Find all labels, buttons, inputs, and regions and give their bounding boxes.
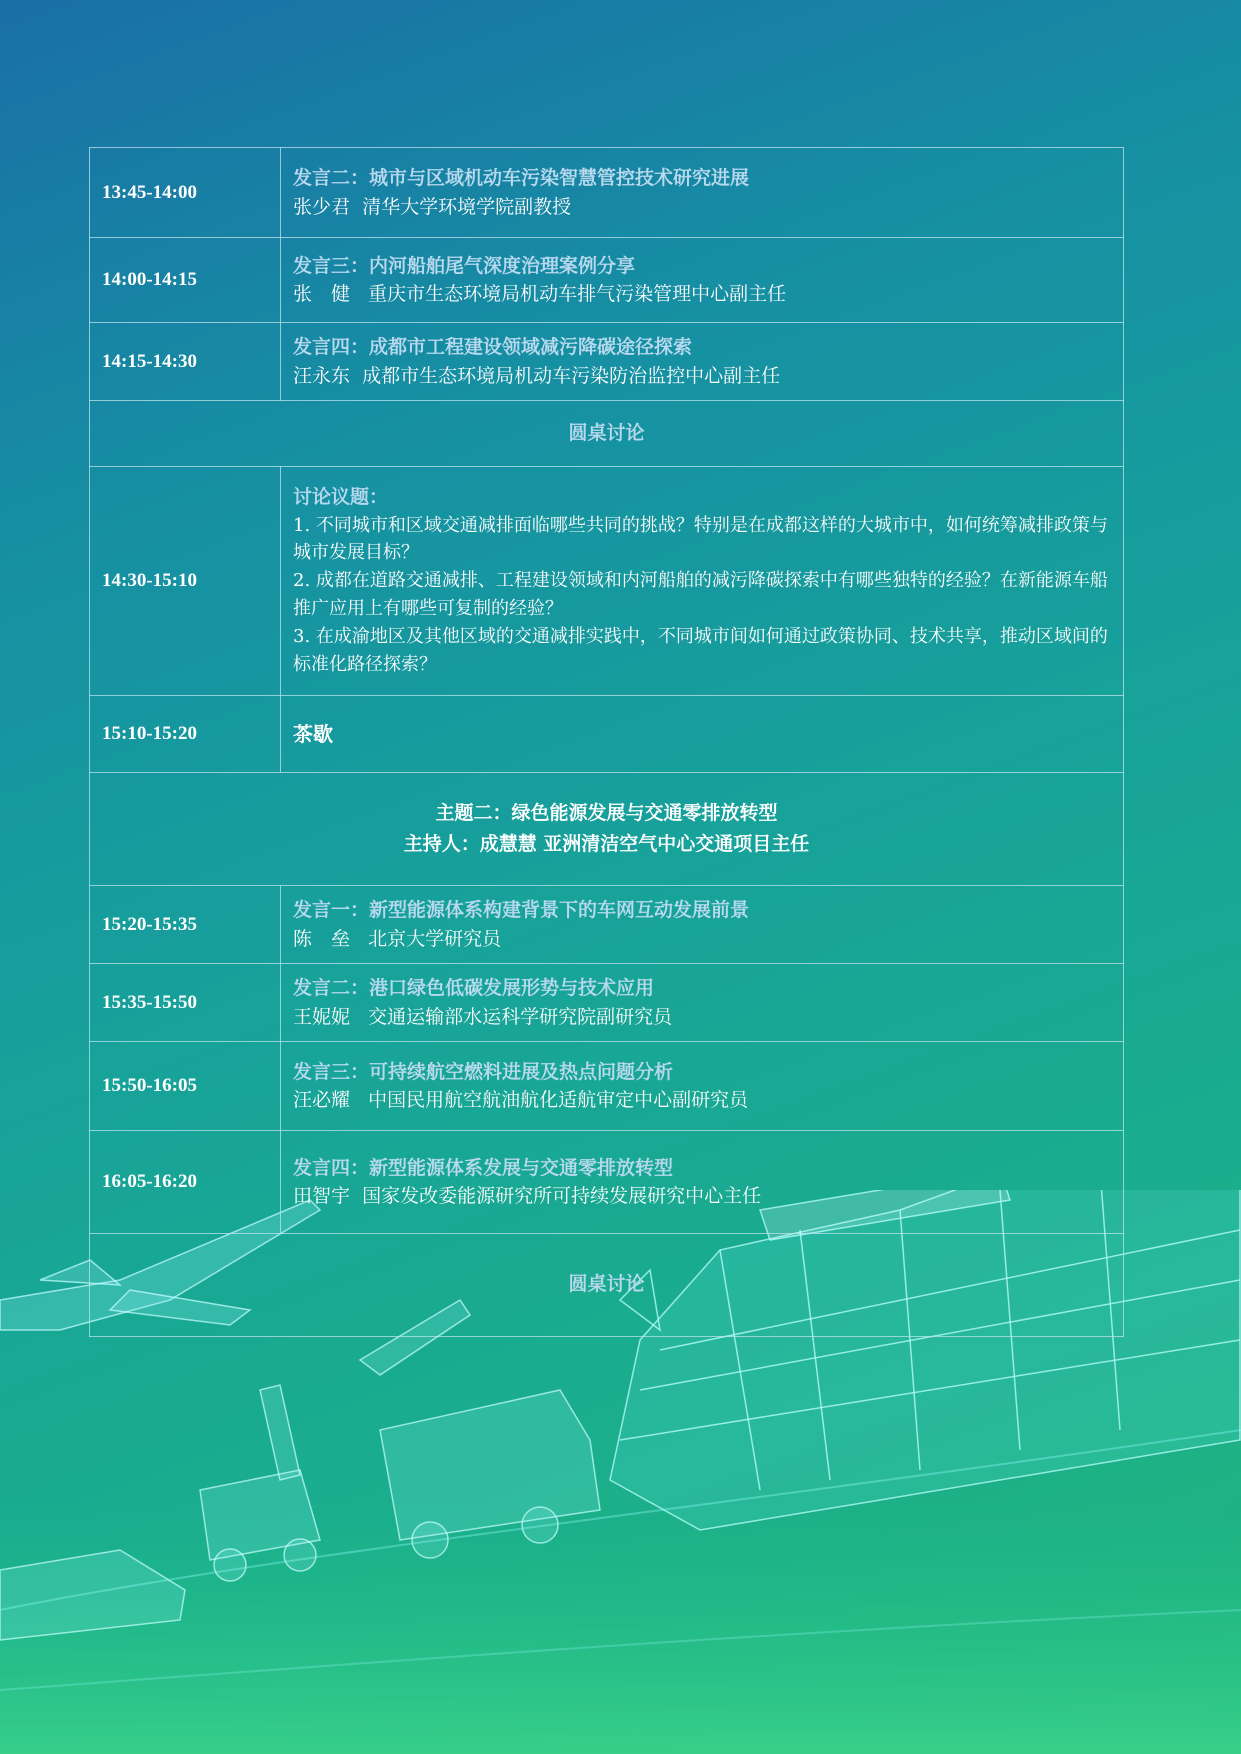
time-slot: 15:10-15:20	[90, 696, 281, 773]
speaker-name: 张少君	[293, 195, 351, 218]
speaker	[293, 280, 1111, 309]
talk-title: 发言二：城市与区域机动车污染智慧管控技术研究进展	[293, 167, 750, 189]
talk-title: 发言一：新型能源体系构建背景下的车网互动发展前景	[293, 899, 750, 921]
break-label: 茶歇	[293, 721, 333, 746]
talk-title: 发言四：新型能源体系发展与交通零排放转型	[293, 1156, 674, 1179]
table-row	[90, 323, 1124, 401]
talk-title: 发言三：内河船舶尾气深度治理案例分享	[293, 254, 636, 277]
table-row	[90, 773, 1124, 886]
speaker-role: 成都市生态环境局机动车污染防治监控中心副主任	[362, 364, 781, 387]
discussion-heading: 讨论议题：	[293, 486, 389, 509]
talk-cell	[281, 238, 1124, 323]
table-row	[90, 1234, 1124, 1337]
speaker-role: 北京大学研究员	[368, 927, 502, 950]
discussion-cell	[281, 467, 1124, 696]
theme-header	[90, 773, 1124, 886]
theme-title: 主题二：绿色能源发展与交通零排放转型	[435, 801, 778, 824]
roundtable-label: 圆桌讨论	[90, 1234, 1124, 1337]
table-row	[90, 886, 1124, 964]
table-row	[90, 148, 1124, 238]
discussion-question: 3. 在成渝地区及其他区域的交通减排实践中，不同城市间如何通过政策协同、技术共享，推动区域间的标准化路径探索？	[293, 626, 1108, 676]
truck-icon	[360, 1300, 600, 1558]
speaker-name: 汪必耀	[293, 1089, 351, 1111]
discussion-question: 1. 不同城市和区域交通减排面临哪些共同的挑战？特别是在成都这样的大城市中，如何统筹减排政策与城市发展目标？	[293, 514, 1108, 564]
train-icon	[0, 1550, 185, 1640]
talk-cell	[281, 148, 1124, 238]
agenda-table	[89, 147, 1124, 1337]
time-slot: 16:05-16:20	[90, 1131, 281, 1234]
time-slot: 13:45-14:00	[90, 148, 281, 238]
table-row	[90, 238, 1124, 323]
table-row	[90, 467, 1124, 696]
time-slot: 15:20-15:35	[90, 886, 281, 964]
talk-cell	[281, 1131, 1124, 1234]
talk-cell	[281, 323, 1124, 401]
speaker-name: 陈 垒	[293, 927, 351, 950]
speaker-role: 清华大学环境学院副教授	[362, 195, 572, 218]
time-slot: 15:50-16:05	[90, 1042, 281, 1131]
theme-host: 主持人：成慧慧 亚洲清洁空气中心交通项目主任	[403, 833, 810, 855]
talk-title: 发言二：港口绿色低碳发展形势与技术应用	[293, 977, 655, 999]
speaker-role: 国家发改委能源研究所可持续发展研究中心主任	[362, 1185, 762, 1207]
table-row	[90, 1042, 1124, 1131]
speaker	[293, 362, 1111, 391]
speaker-name: 张 健	[293, 283, 351, 305]
talk-cell	[281, 964, 1124, 1042]
speaker-name: 汪永东	[293, 364, 351, 387]
talk-title: 发言四：成都市工程建设领域减污降碳途径探索	[293, 336, 693, 358]
forklift-icon	[200, 1385, 320, 1581]
time-slot: 14:30-15:10	[90, 467, 281, 696]
table-row	[90, 1131, 1124, 1234]
discussion-question: 2. 成都在道路交通减排、工程建设领域和内河船舶的减污降碳探索中有哪些独特的经验？在新能源车船推广应用上有哪些可复制的经验？	[293, 570, 1108, 620]
table-row	[90, 964, 1124, 1042]
time-slot: 14:00-14:15	[90, 238, 281, 323]
speaker-role: 交通运输部水运科学研究院副研究员	[368, 1005, 673, 1028]
speaker	[293, 193, 1111, 222]
talk-cell	[281, 886, 1124, 964]
speaker	[293, 1003, 1111, 1032]
speaker	[293, 1086, 1111, 1115]
time-slot: 14:15-14:30	[90, 323, 281, 401]
speaker-role: 重庆市生态环境局机动车排气污染管理中心副主任	[368, 283, 787, 305]
talk-cell	[281, 1042, 1124, 1131]
talk-title: 发言三：可持续航空燃料进展及热点问题分析	[293, 1060, 674, 1083]
speaker	[293, 925, 1111, 954]
time-slot: 15:35-15:50	[90, 964, 281, 1042]
speaker	[293, 1182, 1111, 1211]
roundtable-label: 圆桌讨论	[90, 401, 1124, 467]
break-cell	[281, 696, 1124, 773]
table-row	[90, 696, 1124, 773]
speaker-name: 田智宇	[293, 1185, 351, 1207]
speaker-name: 王妮妮	[293, 1005, 351, 1028]
speaker-role: 中国民用航空航油航化适航审定中心副研究员	[368, 1089, 749, 1111]
table-row	[90, 401, 1124, 467]
